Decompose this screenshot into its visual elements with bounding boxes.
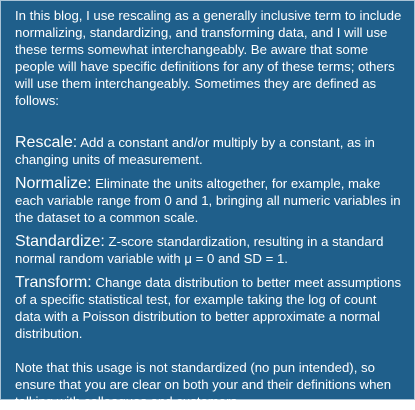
term-rescale: Rescale:: [15, 134, 78, 151]
definition-text-normalize: Eliminate the units altogether, for example, make each variable range from 0 and 1, bringing all numeric variables in the dataset to a common scale.: [15, 176, 401, 225]
definition-text-rescale: Add a constant and/or multiply by a constant, as in changing units of measurement.: [15, 135, 375, 167]
term-transform: Transform:: [15, 274, 92, 291]
term-standardize: Standardize:: [15, 233, 105, 250]
definition-rescale: [15, 134, 402, 168]
definition-transform: [15, 274, 402, 342]
intro-paragraph: In this blog, I use rescaling as a generally inclusive term to include normalizing, standardizing, and transforming data, and I will use these terms somewhat interchangeably. Be aware that some people will have specific definitions for any of these terms; others will use them interchangeably. Sometimes they are defined as follows:: [15, 8, 402, 108]
definition-text-transform: Change data distribution to better meet assumptions of a specific statistical test, for example taking the log of count data with a Poisson distribution to better approximate a normal distribution.: [15, 275, 402, 341]
term-normalize: Normalize:: [15, 175, 92, 192]
definition-standardize: [15, 233, 402, 267]
note-paragraph: Note that this usage is not standardized (no pun intended), so ensure that you are clear on both your and their definitions when talking with colleagues and customers.: [15, 360, 392, 409]
definition-text-standardize: Z-score standardization, resulting in a standard normal random variable with μ = 0 and SD = 1.: [15, 234, 384, 266]
definition-normalize: [15, 175, 402, 226]
